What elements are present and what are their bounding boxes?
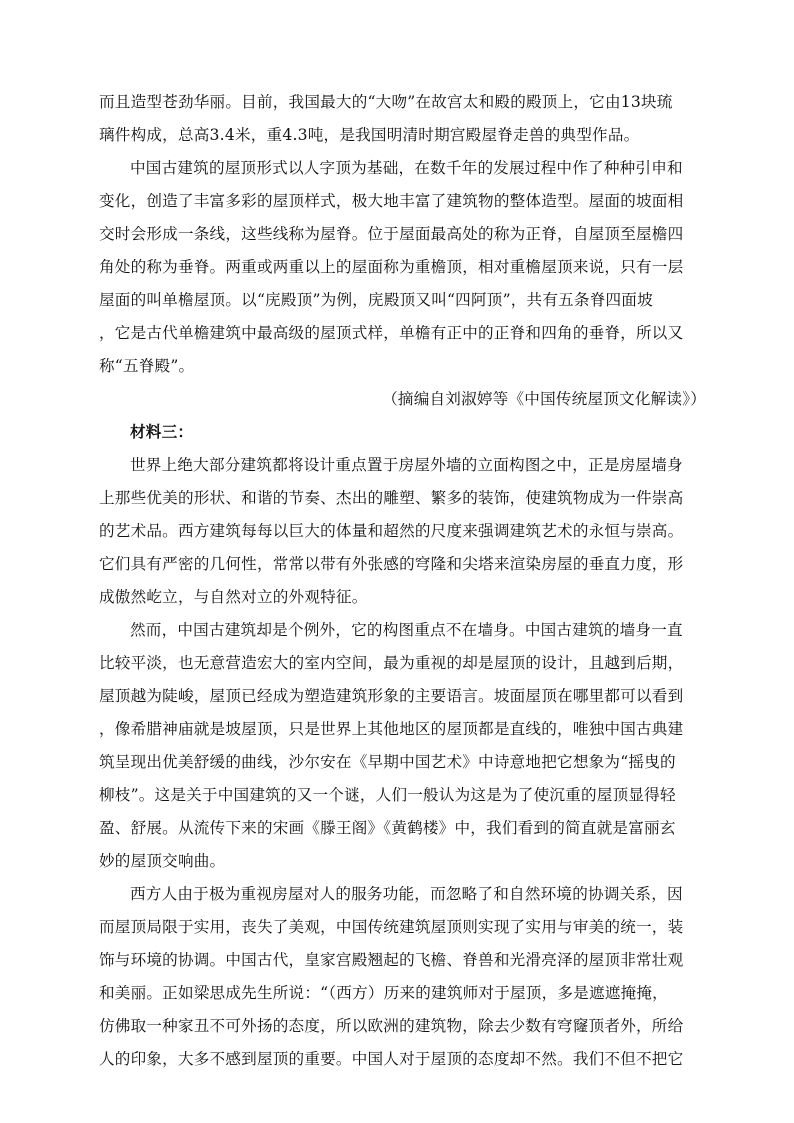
- text-line: 上那些优美的形状、和谐的节奏、杰出的雕塑、繁多的装饰，使建筑物成为一件崇高: [99, 489, 684, 507]
- text-line: 仿佛取一种家丑不可外扬的态度，所以欧洲的建筑物，除去少数有穹窿顶者外，所给: [99, 1017, 684, 1035]
- text-line: 角处的称为垂脊。两重或两重以上的屋面称为重檐顶，相对重檐屋顶来说，只有一层: [99, 258, 684, 276]
- text-line: 变化，创造了丰富多彩的屋顶样式，极大地丰富了建筑物的整体造型。屋面的坡面相: [99, 192, 684, 210]
- text-line: 而且造型苍劲华丽。目前，我国最大的“大吻”在故宫太和殿的殿顶上，它由13块琉: [99, 93, 673, 111]
- text-line: ，像希腊神庙就是坡屋顶，只是世界上其他地区的屋顶都是直线的，唯独中国古典建: [99, 720, 684, 738]
- text-line: 人的印象，大多不感到屋顶的重要。中国人对于屋顶的态度却不然。我们不但不把它: [99, 1050, 684, 1068]
- text-line: 的艺术品。西方建筑每每以巨大的体量和超然的尺度来强调建筑艺术的永恒与崇高。: [99, 522, 684, 540]
- text-line: 饰与环境的协调。中国古代，皇家宫殿翘起的飞檐、脊兽和光滑亮泽的屋顶非常壮观: [99, 951, 684, 969]
- text-line: 比较平淡，也无意营造宏大的室内空间，最为重视的却是屋顶的设计，且越到后期，: [99, 654, 684, 672]
- paragraph-start: 西方人由于极为重视房屋对人的服务功能，而忽略了和自然环境的协调关系，因: [130, 885, 683, 903]
- paragraph-start: 世界上绝大部分建筑都将设计重点置于房屋外墙的立面构图之中，正是房屋墙身: [130, 456, 683, 474]
- text-line: 屋面的叫单檐屋顶。以“庑殿顶”为例，庑殿顶又叫“四阿顶”，共有五条脊四面坡: [99, 291, 653, 309]
- text-line: 而屋顶局限于实用，丧失了美观，中国传统建筑屋顶则实现了实用与审美的统一，装: [99, 918, 684, 936]
- text-line: 柳枝”。这是关于中国建筑的又一个谜，人们一般认为这是为了使沉重的屋顶显得轻: [99, 786, 676, 804]
- text-line: 它们具有严密的几何性，常常以带有外张感的穹隆和尖塔来渲染房屋的垂直力度，形: [99, 555, 684, 573]
- text-line: 成傲然屹立，与自然对立的外观特征。: [99, 588, 368, 606]
- text-line: 璃件构成，总高3.4米，重4.3吨，是我国明清时期宫殿屋脊走兽的典型作品。: [99, 126, 640, 144]
- text-line: 交时会形成一条线，这些线称为屋脊。位于屋面最高处的称为正脊，自屋顶至屋檐四: [99, 225, 684, 243]
- paragraph-start: 中国古建筑的屋顶形式以人字顶为基础，在数千年的发展过程中作了种种引申和: [130, 159, 683, 177]
- source-citation: （摘编自刘淑婷等《中国传统屋顶文化解读》）: [382, 390, 706, 408]
- text-line: 称“五脊殿”。: [99, 357, 195, 375]
- section-heading: 材料三：: [130, 422, 194, 441]
- text-line: 屋顶越为陡峻，屋顶已经成为塑造建筑形象的主要语言。坡面屋顶在哪里都可以看到: [99, 687, 684, 705]
- text-line: 和美丽。正如梁思成先生所说：“（西方）历来的建筑师对于屋顶，多是遮遮掩掩，: [99, 984, 668, 1002]
- text-line: 盈、舒展。从流传下来的宋画《滕王阁》《黄鹤楼》中，我们看到的简直就是富丽玄: [99, 819, 676, 837]
- paragraph-start: 然而，中国古建筑却是个例外，它的构图重点不在墙身。中国古建筑的墙身一直: [130, 621, 683, 639]
- text-line: 妙的屋顶交响曲。: [99, 852, 226, 870]
- text-line: ，它是古代单檐建筑中最高级的屋顶式样，单檐有正中的正脊和四角的垂脊，所以又: [99, 324, 684, 342]
- text-line: 筑呈现出优美舒缓的曲线，沙尔安在《早期中国艺术》中诗意地把它想象为“摇曳的: [99, 753, 676, 771]
